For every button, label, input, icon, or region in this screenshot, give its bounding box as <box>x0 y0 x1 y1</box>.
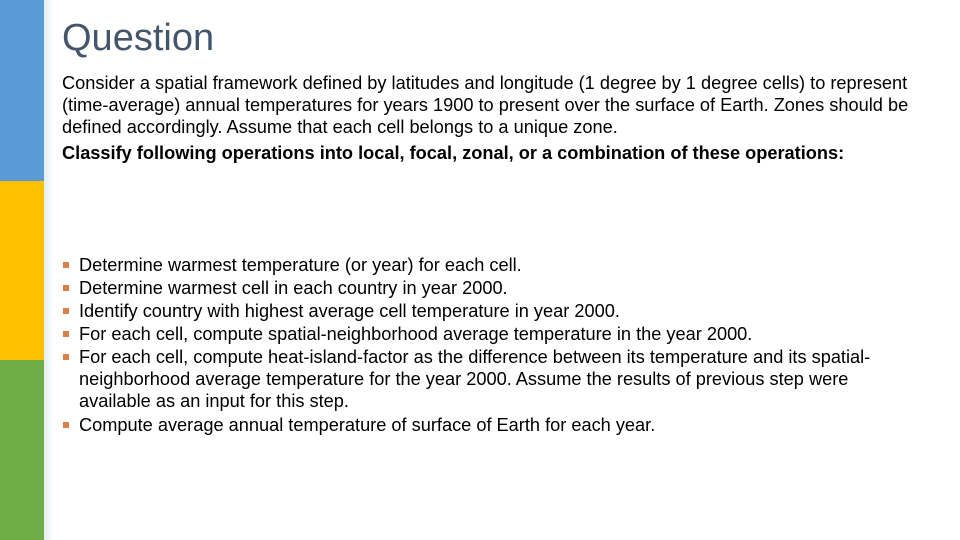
slide-body <box>62 72 912 164</box>
instruction-text: Classify following operations into local, focal, zonal, or a combination of these operations: <box>62 143 845 163</box>
list-item <box>62 414 912 436</box>
slide-title: Question <box>62 17 215 59</box>
square-bullet-icon <box>63 285 69 291</box>
accent-bar-green <box>0 360 44 540</box>
operation-text: Determine warmest temperature (or year) for each cell. <box>79 255 522 275</box>
accent-bar-shadow <box>44 0 54 540</box>
square-bullet-icon <box>63 422 69 428</box>
accent-bar-blue <box>0 0 44 181</box>
square-bullet-icon <box>63 308 69 314</box>
list-item <box>62 346 912 412</box>
square-bullet-icon <box>63 262 69 268</box>
square-bullet-icon <box>63 331 69 337</box>
operations-list <box>62 254 912 437</box>
operation-text: Compute average annual temperature of surface of Earth for each year. <box>79 415 656 435</box>
operation-text: Identify country with highest average cell temperature in year 2000. <box>79 301 620 321</box>
square-bullet-icon <box>63 354 69 360</box>
accent-bar-yellow <box>0 181 44 360</box>
list-item <box>62 254 912 276</box>
list-item <box>62 300 912 322</box>
list-item <box>62 277 912 299</box>
intro-paragraph: Consider a spatial framework defined by latitudes and longitude (1 degree by 1 degree cells) to represent (time-average) annual temperatures for years 1900 to present over the surface of Earth. Zones should be defined accordingly. Assume that each cell belongs to a unique zone. <box>62 73 909 137</box>
side-accent-bar <box>0 0 44 540</box>
list-item <box>62 323 912 345</box>
operation-text: For each cell, compute spatial-neighborhood average temperature in the year 2000. <box>79 324 753 344</box>
operation-text: Determine warmest cell in each country in year 2000. <box>79 278 508 298</box>
operation-text: For each cell, compute heat-island-factor as the difference between its temperature and its spatial-neighborhood average temperature for the year 2000. Assume the results of previous step were available as an input for this step. <box>79 347 871 411</box>
